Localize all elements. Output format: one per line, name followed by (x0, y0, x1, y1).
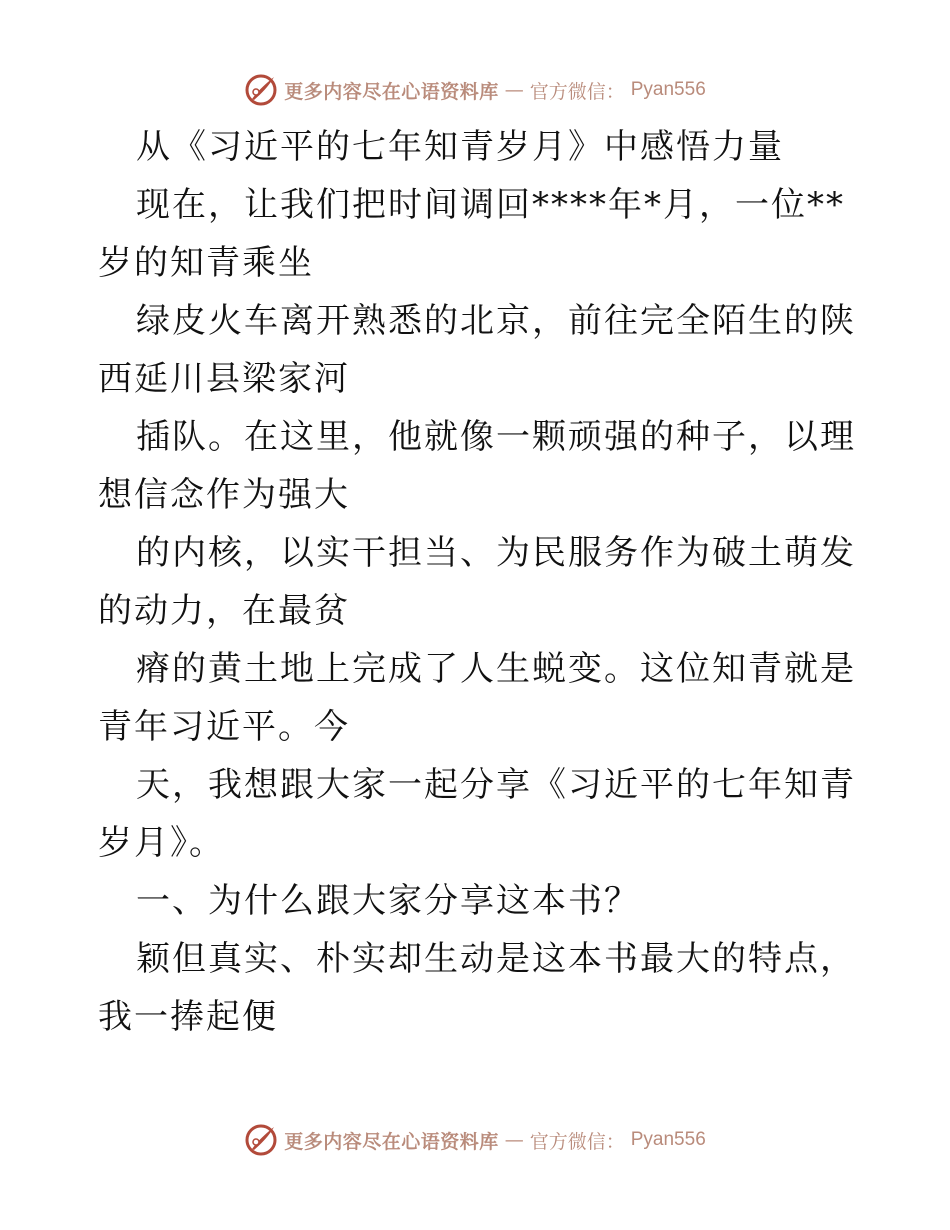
paragraph: 颖但真实、朴实却生动是这本书最大的特点，我一捧起便 (98, 939, 856, 1037)
footer-watermark (0, 1120, 950, 1160)
paragraph: 绿皮火车离开熟悉的北京，前往完全陌生的陕西延川县梁家河 (98, 301, 856, 399)
watermark-main-text: 更多内容尽在心语资料库 (284, 1130, 499, 1153)
paragraph: 天，我想跟大家一起分享《习近平的七年知青岁月》。 (98, 765, 856, 863)
paragraph-title: 从《习近平的七年知青岁月》中感悟力量 (136, 127, 784, 167)
feather-logo-icon (244, 1123, 278, 1157)
paragraph: 瘠的黄土地上完成了人生蜕变。这位知青就是青年习近平。今 (98, 649, 856, 747)
paragraph: 的内核，以实干担当、为民服务作为破土萌发的动力，在最贫 (98, 533, 856, 631)
document-body (98, 118, 858, 1046)
watermark-separator: — (504, 1129, 524, 1151)
feather-logo-icon (244, 73, 278, 107)
watermark-sub-text: 官方微信： (529, 80, 625, 103)
watermark-main-text: 更多内容尽在心语资料库 (284, 80, 499, 103)
paragraph: 现在，让我们把时间调回****年*月，一位**岁的知青乘坐 (98, 185, 845, 283)
watermark-sub-text: 官方微信： (529, 1130, 625, 1153)
watermark-separator: — (504, 79, 524, 101)
section-heading: 一、为什么跟大家分享这本书？ (136, 881, 640, 921)
header-watermark (0, 70, 950, 110)
watermark-id: Pyan556 (630, 79, 706, 100)
watermark-id: Pyan556 (630, 1129, 706, 1150)
paragraph: 插队。在这里，他就像一颗顽强的种子，以理想信念作为强大 (98, 417, 856, 515)
